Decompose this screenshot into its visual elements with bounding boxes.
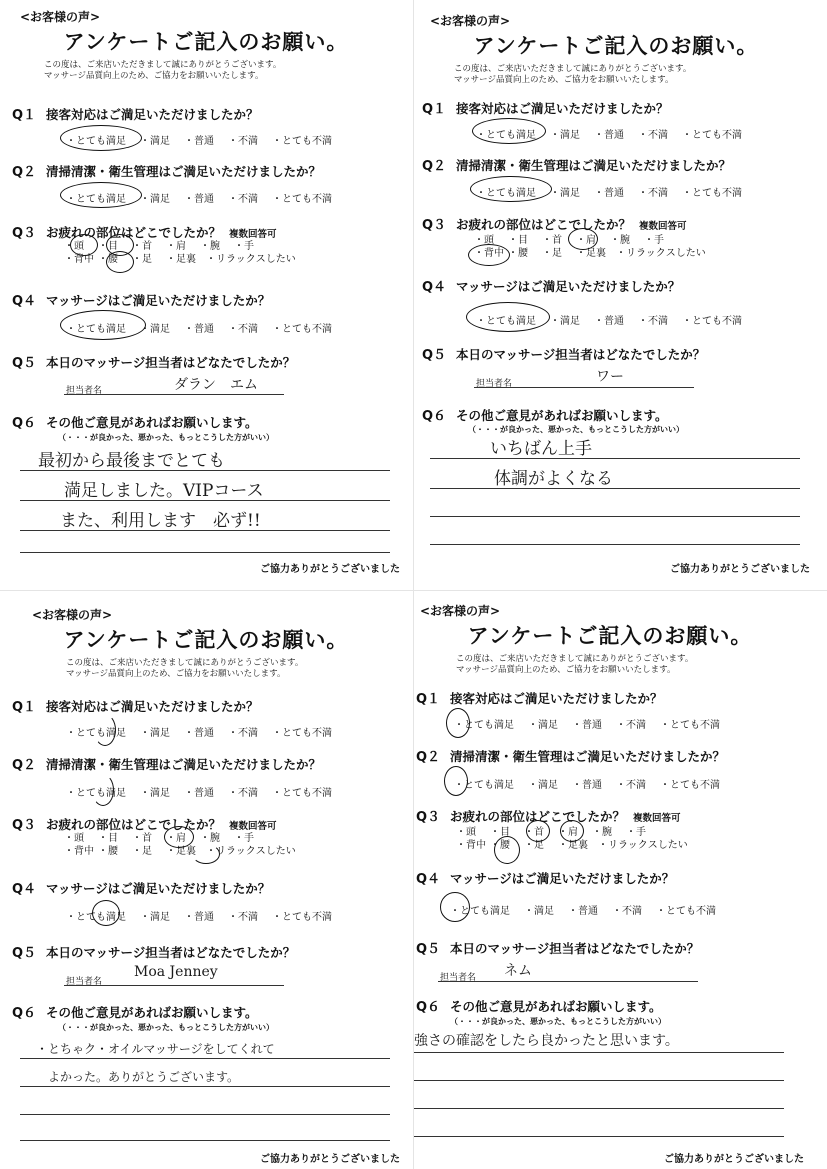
survey-title: アンケートご記入のお願い。 [63,30,349,54]
question-1: Q１ 接客対応はご満足いただけましたか？ [416,691,663,707]
thanks-text: ご協力ありがとうございました [260,564,400,575]
answer-circle [60,125,142,151]
answer-circle [92,900,120,926]
q1-options: ・とても満足 ・満足 ・普通 ・不満 ・とても不満 [454,720,720,731]
question-4: Q４ マッサージはご満足いただけましたか？ [422,279,681,295]
answer-circle [568,228,598,250]
question-2: Q２ 清掃清潔・衛生管理はご満足いただけましたか？ [422,158,732,174]
option-satisfied[interactable]: ・満足 [140,136,170,147]
option-neutral[interactable]: ・普通 [184,136,214,147]
survey-intro: この度は、ご来店いただきまして誠にありがとうございます。 マッサージ品質向上のため、ご協力をお願いいたします。 [456,654,694,675]
comment-line-1: 最初から最後までとても [38,451,225,471]
question-6: Q６ その他ご意見があればお願いします。 [416,999,662,1015]
customer-voice-tag: <お客様の声> [420,604,501,618]
staff-name-line [64,394,284,395]
survey-sheet-1 [6,4,406,584]
comment-line-1: いちばん上手 [490,439,592,459]
staff-name-handwritten: ダラン エム [174,377,258,393]
staff-name-handwritten: Moa Jenney [134,964,218,980]
answer-check-mark [94,714,116,746]
q4-options: ・とても満足 ・満足 ・普通 ・不満 ・とても不満 [476,316,742,327]
customer-voice-tag: <お客様の声> [430,14,511,28]
question-3: Q３ お疲れの部位はどこでしたか？ 複数回答可 [12,817,277,833]
q6-note: （・・・が良かった、悪かった、もっとこうした方がいい） [450,1017,666,1026]
thanks-text: ご協力ありがとうございました [260,1154,400,1165]
question-5: Q５ 本日のマッサージ担当者はどなたでしたか？ [422,347,706,363]
customer-voice-tag: <お客様の声> [32,608,113,622]
comment-rule [430,516,800,517]
answer-circle [440,892,470,922]
question-3: Q３ お疲れの部位はどこでしたか？ 複数回答可 [422,217,687,233]
question-4: Q４ マッサージはご満足いただけましたか？ [416,871,675,887]
survey-title: アンケートご記入のお願い。 [473,34,759,58]
comment-line-2: よかった。ありがとうございます。 [48,1070,240,1084]
answer-circle [472,118,546,144]
answer-circle [560,820,584,842]
q3-body-parts: ・頭 ・目 ・首 ・肩 ・腕 ・手 ・背中 ・腰 ・足 ・足裏 ・リラックスしたい [474,235,706,259]
comment-rule [430,544,800,545]
answer-circle [446,708,470,738]
comment-rule [20,470,390,471]
customer-voice-tag: <お客様の声> [20,10,101,24]
answer-check-mark [92,774,114,806]
comment-rule [414,1136,784,1137]
answer-circle [526,820,550,842]
comment-line-2: 満足しました。VIPコース [64,481,264,501]
comment-line-2: 体調がよくなる [494,469,613,489]
question-5: Q５ 本日のマッサージ担当者はどなたでしたか？ [416,941,700,957]
answer-circle [60,182,142,208]
comment-rule [20,1058,390,1059]
staff-name-line [438,981,698,982]
question-6: Q６ その他ご意見があればお願いします。 [422,408,668,424]
survey-intro: この度は、ご来店いただきまして誠にありがとうございます。 マッサージ品質向上のため、ご協力をお願いいたします。 [66,658,304,679]
question-6: Q６ その他ご意見があればお願いします。 [12,1005,258,1021]
option-dissatisfied[interactable]: ・不満 [228,136,258,147]
question-1: Q１ 接客対応はご満足いただけましたか？ [12,107,259,123]
q6-note: （・・・が良かった、悪かった、もっとこうした方がいい） [58,1023,274,1032]
survey-title: アンケートご記入のお願い。 [467,624,753,648]
staff-name-handwritten: ネム [504,963,532,979]
answer-circle [444,766,468,796]
answer-circle [466,302,550,332]
q6-note: （・・・が良かった、悪かった、もっとこうした方がいい） [468,425,684,434]
q3-body-parts: ・頭 ・目 ・首 ・肩 ・腕 ・手 ・背中 ・腰 ・足 ・足裏 ・リラックスしたい [64,241,296,265]
question-5: Q５ 本日のマッサージ担当者はどなたでしたか？ [12,355,296,371]
q3-body-parts: ・頭 ・目 ・首 ・肩 ・腕 ・手 ・背中 ・腰 ・足 ・足裏 ・リラックスしたい [456,827,688,851]
q1-options: ・とても満足 ・満足 ・普通 ・不満 ・とても不満 [476,130,742,141]
question-6: Q６ その他ご意見があればお願いします。 [12,415,258,431]
question-2: Q２ 清掃清潔・衛生管理はご満足いただけましたか？ [12,757,322,773]
comment-rule [430,488,800,489]
option-very-satisfied[interactable]: ・とても満足 [66,136,126,147]
q4-options: ・とても満足 ・満足 ・普通 ・不満 ・とても不満 [66,324,332,335]
q6-note: （・・・が良かった、悪かった、もっとこうした方がいい） [58,433,274,442]
question-3: Q３ お疲れの部位はどこでしたか？ 複数回答可 [12,225,277,241]
answer-circle [70,234,98,256]
q2-options: ・とても満足 ・満足 ・普通 ・不満 ・とても不満 [66,194,332,205]
q2-options: ・とても満足 ・満足 ・普通 ・不満 ・とても不満 [66,788,332,799]
comment-rule [414,1080,784,1081]
question-4: Q４ マッサージはご満足いただけましたか？ [12,881,271,897]
comment-rule [414,1052,784,1053]
comment-line-3: また、利用します 必ず!! [60,511,261,531]
staff-name-label: 担当者名 [476,379,513,389]
comment-rule [20,530,390,531]
q1-options: ・とても満足 ・満足 ・普通 ・不満 ・とても不満 [66,728,332,739]
answer-circle [470,176,552,202]
comment-rule [20,500,390,501]
answer-circle [106,251,134,273]
answer-circle [468,244,510,266]
comment-rule [20,1140,390,1141]
option-very-dissatisfied[interactable]: ・とても不満 [272,136,332,147]
survey-intro: この度は、ご来店いただきまして誠にありがとうございます。 マッサージ品質向上のため、ご協力をお願いいたします。 [44,60,282,81]
comment-rule [430,458,800,459]
question-4: Q４ マッサージはご満足いただけましたか？ [12,293,271,309]
thanks-text: ご協力ありがとうございました [670,564,810,575]
comment-line-1: 強さの確認をしたら良かったと思います。 [414,1033,679,1049]
answer-circle [164,826,194,848]
answer-check-mark [192,844,220,864]
survey-intro: この度は、ご来店いただきまして誠にありがとうございます。 マッサージ品質向上のため、ご協力をお願いいたします。 [454,64,692,85]
q2-options: ・とても満足 ・満足 ・普通 ・不満 ・とても不満 [476,188,742,199]
survey-sheet-3 [6,602,406,1168]
comment-rule [20,1114,390,1115]
comment-rule [20,1086,390,1087]
comment-line-1: ・とちゃク・オイルマッサージをしてくれて [36,1042,275,1056]
q2-options: ・とても満足 ・満足 ・普通 ・不満 ・とても不満 [454,780,720,791]
staff-name-label: 担当者名 [440,973,477,983]
staff-name-label: 担当者名 [66,386,103,396]
answer-circle [60,310,146,340]
question-3: Q３ お疲れの部位はどこでしたか？ 複数回答可 [416,809,681,825]
survey-sheet-2 [416,8,816,588]
survey-sheet-4 [410,598,810,1168]
comment-rule [414,1108,784,1109]
sheet-divider-horizontal [0,590,827,591]
staff-name-line [474,387,694,388]
question-5: Q５ 本日のマッサージ担当者はどなたでしたか？ [12,945,296,961]
question-2: Q２ 清掃清潔・衛生管理はご満足いただけましたか？ [416,749,726,765]
question-1: Q１ 接客対応はご満足いただけましたか？ [422,101,669,117]
question-1: Q１ 接客対応はご満足いただけましたか？ [12,699,259,715]
answer-circle [494,836,520,864]
comment-rule [20,552,390,553]
staff-name-handwritten: ワー [596,369,624,385]
q3-body-parts: ・頭 ・目 ・首 ・肩 ・腕 ・手 ・背中 ・腰 ・足 ・足裏 ・リラックスしたい [64,833,296,857]
q4-options: ・とても満足 ・満足 ・普通 ・不満 ・とても不満 [66,912,332,923]
q4-options: ・とても満足 ・満足 ・普通 ・不満 ・とても不満 [450,906,716,917]
survey-title: アンケートご記入のお願い。 [63,628,349,652]
question-2: Q２ 清掃清潔・衛生管理はご満足いただけましたか？ [12,164,322,180]
staff-name-label: 担当者名 [66,977,103,987]
thanks-text: ご協力ありがとうございました [664,1154,804,1165]
staff-name-line [64,985,284,986]
